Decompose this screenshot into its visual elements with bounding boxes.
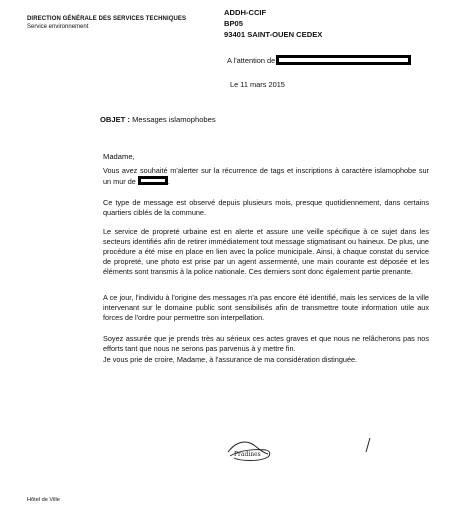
paragraph-3: Le service de propreté urbaine est en alerte et assure une veille spécifique à ce sujet dans les secteurs identifiés afin de retirer immédiatement tout message stigmatisant ou haineux. De plus, une procédure a été mise en place en lien avec la police municipale. Ainsi, à chaque constat du service de propreté, une photo est prise par un agent assermenté, une main courante est déposée et les éléments sont transmis à la police nationale. Ces derniers sont donc également partie prenante.: [103, 227, 429, 276]
sender-service: Service environnement: [27, 24, 89, 30]
signature-stamp-text: Pradines: [234, 451, 261, 458]
subject-line: [100, 115, 216, 124]
redacted-name-box: [276, 55, 411, 65]
attention-label: A l'attention de: [227, 55, 276, 65]
paragraph-1: [103, 166, 429, 187]
signature-dash: [366, 438, 370, 452]
redacted-location-box: [138, 176, 168, 185]
subject-text: Messages islamophobes: [132, 115, 216, 124]
recipient-line-2: BP05: [224, 19, 243, 28]
paragraph-2: Ce type de message est observé depuis plusieurs mois, presque quotidiennement, dans certains quartiers ciblés de la commune.: [103, 198, 429, 217]
letter-date: Le 11 mars 2015: [230, 80, 285, 89]
paragraph-1-end: .: [167, 177, 170, 186]
paragraph-5: Soyez assurée que je prends très au sérieux ces actes graves et que nous ne relâcherons pas nos efforts tant que nous ne serons pas parvenus à y mettre fin.: [103, 334, 429, 353]
footer-hotel-de-ville: Hôtel de Ville: [27, 497, 60, 503]
greeting: Madame,: [103, 152, 135, 161]
sender-department: DIRECTION GÉNÉRALE DES SERVICES TECHNIQUES: [27, 16, 187, 22]
sender-block: [27, 15, 186, 31]
recipient-address: [224, 7, 322, 40]
subject-label: OBJET :: [100, 115, 130, 124]
paragraph-1-text: Vous avez souhaité m'alerter sur la récurrence de tags et inscriptions à caractère islamophobe sur un mur de: [103, 166, 429, 186]
recipient-line-3: 93401 SAINT-OUEN CEDEX: [224, 30, 323, 39]
signature-mark: [220, 430, 390, 465]
recipient-line-1: ADDH-CCIF: [224, 8, 267, 17]
paragraph-4: A ce jour, l'individu à l'origine des messages n'a pas encore été identifié, mais les services de la ville intervenant sur le domaine public sont sensibilisés afin de transmettre toute information utile aux forces de l'ordre pour permettre son interpellation.: [103, 293, 429, 322]
paragraph-6: Je vous prie de croire, Madame, à l'assurance de ma considération distinguée.: [103, 355, 358, 364]
attention-line: [227, 55, 411, 65]
